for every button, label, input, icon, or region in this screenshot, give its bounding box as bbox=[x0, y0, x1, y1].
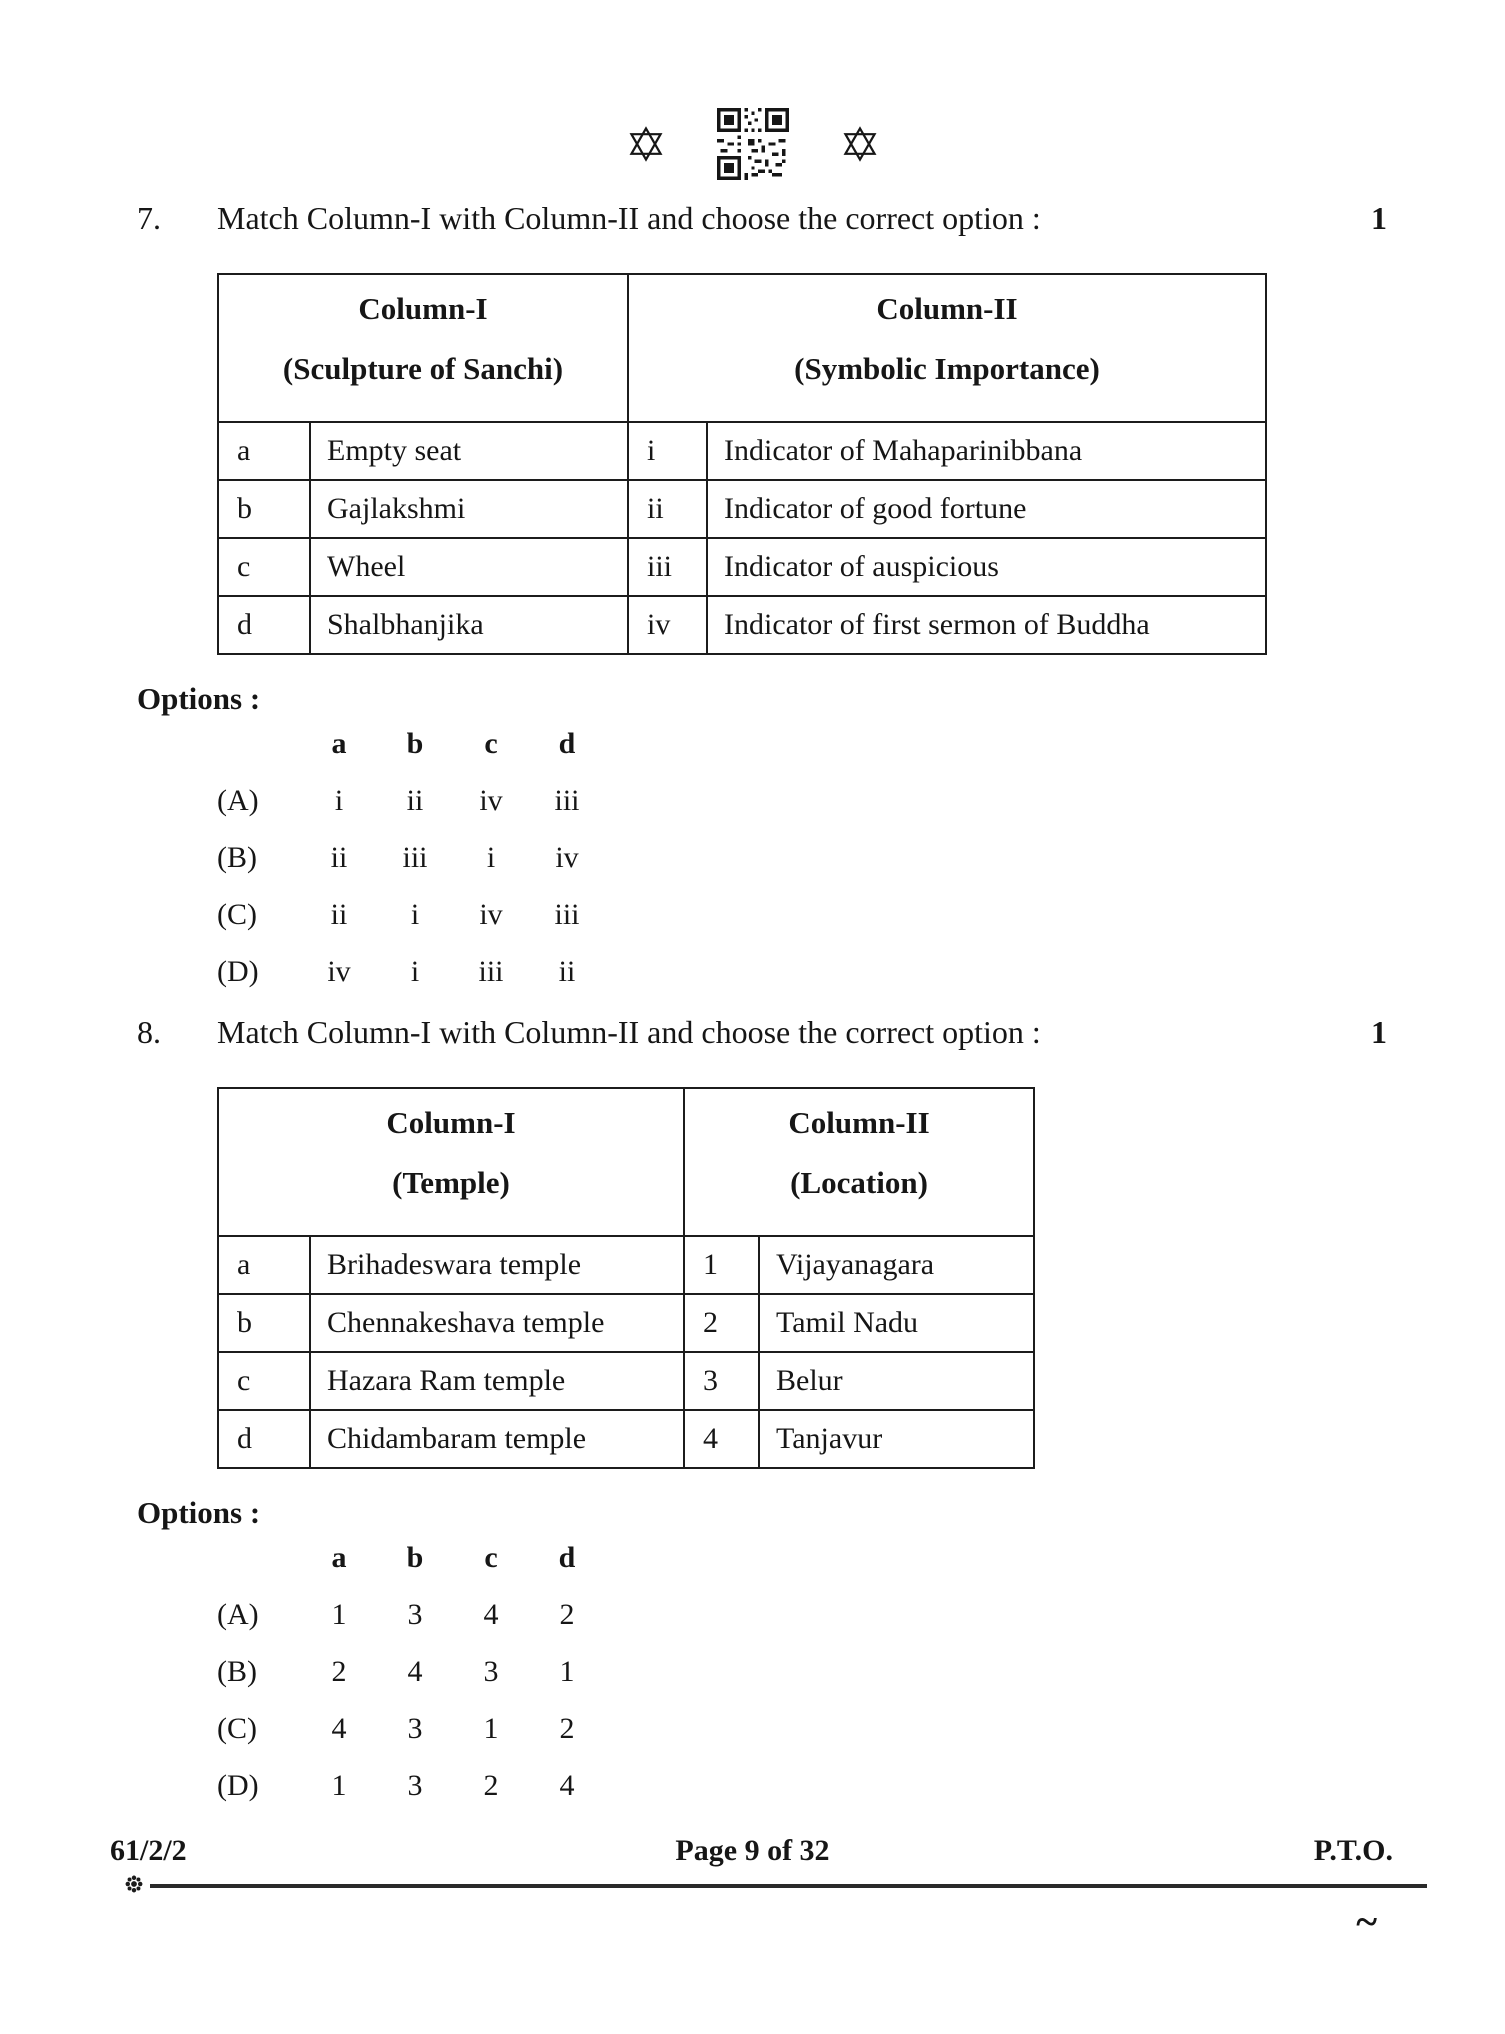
option-value: ii bbox=[406, 784, 424, 817]
row-description: Belur bbox=[759, 1352, 1034, 1410]
option-value: i bbox=[486, 841, 496, 874]
option-value: i bbox=[334, 784, 344, 817]
column-title: Column-I bbox=[386, 1105, 516, 1140]
table-row bbox=[218, 422, 1266, 480]
question-7 bbox=[137, 200, 1387, 1012]
question-header bbox=[137, 200, 1387, 237]
column-1-header bbox=[218, 1088, 684, 1236]
question-marks: 1 bbox=[1371, 1014, 1387, 1050]
table-row bbox=[218, 596, 1266, 654]
row-item: Hazara Ram temple bbox=[310, 1352, 684, 1410]
options-label: Options : bbox=[137, 1495, 261, 1530]
option-value: 2 bbox=[559, 1712, 575, 1745]
option-value: 1 bbox=[483, 1712, 499, 1745]
star-of-david-icon bbox=[627, 125, 665, 163]
row-number: 4 bbox=[684, 1410, 759, 1468]
column-1-header bbox=[218, 274, 628, 422]
row-number: 3 bbox=[684, 1352, 759, 1410]
option-row-b bbox=[217, 841, 1387, 898]
row-description: Tamil Nadu bbox=[759, 1294, 1034, 1352]
options-label: Options : bbox=[137, 681, 261, 716]
row-roman: iii bbox=[628, 538, 707, 596]
option-label: (D) bbox=[217, 1769, 259, 1802]
row-item: Chennakeshava temple bbox=[310, 1294, 684, 1352]
row-letter: b bbox=[218, 1294, 310, 1352]
qr-code-icon bbox=[717, 108, 789, 180]
option-row-b bbox=[217, 1655, 1387, 1712]
column-title: Column-I bbox=[358, 291, 488, 326]
row-description: Indicator of first sermon of Buddha bbox=[707, 596, 1266, 654]
pto-label: P.T.O. bbox=[1313, 1834, 1393, 1867]
row-letter: d bbox=[218, 596, 310, 654]
question-prompt: Match Column-I with Column-II and choose the correct option : bbox=[217, 200, 1041, 236]
header-decoration bbox=[0, 108, 1505, 180]
column-2-header bbox=[684, 1088, 1034, 1236]
row-description: Indicator of Mahaparinibbana bbox=[707, 422, 1266, 480]
option-row-a bbox=[217, 1598, 1387, 1655]
column-title: Column-II bbox=[876, 291, 1018, 326]
option-value: 4 bbox=[559, 1769, 575, 1802]
option-column: d bbox=[558, 1541, 576, 1574]
question-header bbox=[137, 1014, 1387, 1051]
option-column: b bbox=[406, 727, 424, 760]
option-value: i bbox=[410, 898, 420, 931]
row-letter: c bbox=[218, 538, 310, 596]
row-item: Shalbhanjika bbox=[310, 596, 628, 654]
option-column: a bbox=[331, 1541, 347, 1574]
footer-rule bbox=[150, 1884, 1427, 1888]
option-column: a bbox=[331, 727, 347, 760]
option-row-d bbox=[217, 955, 1387, 1012]
table-header-row bbox=[218, 274, 1266, 422]
table-header-row bbox=[218, 1088, 1034, 1236]
row-description: Indicator of auspicious bbox=[707, 538, 1266, 596]
row-roman: i bbox=[628, 422, 707, 480]
table-row bbox=[218, 1352, 1034, 1410]
column-subtitle: (Sculpture of Sanchi) bbox=[282, 351, 564, 386]
column-subtitle: (Temple) bbox=[392, 1165, 510, 1200]
option-value: 4 bbox=[483, 1598, 499, 1631]
option-label: (B) bbox=[217, 1655, 257, 1688]
option-value: ii bbox=[330, 898, 348, 931]
question-number: 7. bbox=[137, 200, 161, 236]
row-description: Indicator of good fortune bbox=[707, 480, 1266, 538]
column-title: Column-II bbox=[788, 1105, 930, 1140]
row-letter: a bbox=[218, 422, 310, 480]
column-subtitle: (Location) bbox=[790, 1165, 928, 1200]
flower-mark-icon bbox=[124, 1874, 144, 1899]
option-value: 3 bbox=[407, 1598, 423, 1631]
option-value: 1 bbox=[331, 1598, 347, 1631]
row-roman: iv bbox=[628, 596, 707, 654]
option-value: iv bbox=[479, 784, 503, 817]
option-column: d bbox=[558, 727, 576, 760]
option-value: iv bbox=[555, 841, 579, 874]
option-value: iii bbox=[554, 898, 580, 931]
row-item: Wheel bbox=[310, 538, 628, 596]
option-value: 2 bbox=[483, 1769, 499, 1802]
option-row-c bbox=[217, 898, 1387, 955]
option-value: 4 bbox=[331, 1712, 347, 1745]
table-row bbox=[218, 480, 1266, 538]
row-item: Brihadeswara temple bbox=[310, 1236, 684, 1294]
option-value: 2 bbox=[559, 1598, 575, 1631]
option-value: i bbox=[410, 955, 420, 988]
option-value: ii bbox=[558, 955, 576, 988]
option-label: (C) bbox=[217, 898, 257, 931]
option-value: 3 bbox=[407, 1712, 423, 1745]
match-table-q7 bbox=[217, 273, 1267, 655]
paper-code: 61/2/2 bbox=[110, 1834, 187, 1867]
option-label: (B) bbox=[217, 841, 257, 874]
option-label: (A) bbox=[217, 784, 259, 817]
row-number: 1 bbox=[684, 1236, 759, 1294]
tilde-mark: ~ bbox=[1356, 1899, 1377, 1944]
options-grid-q8 bbox=[217, 1541, 1387, 1826]
option-column: c bbox=[484, 1541, 498, 1574]
question-8 bbox=[137, 1014, 1387, 1826]
option-row-d bbox=[217, 1769, 1387, 1826]
option-value: iv bbox=[479, 898, 503, 931]
page-indicator: Page 9 of 32 bbox=[675, 1834, 830, 1867]
question-marks: 1 bbox=[1371, 200, 1387, 236]
table-row bbox=[218, 1410, 1034, 1468]
option-label: (C) bbox=[217, 1712, 257, 1745]
match-table-q8 bbox=[217, 1087, 1035, 1469]
column-2-header bbox=[628, 274, 1266, 422]
row-letter: a bbox=[218, 1236, 310, 1294]
options-column-header bbox=[217, 727, 1387, 784]
option-value: iii bbox=[402, 841, 428, 874]
option-value: 1 bbox=[559, 1655, 575, 1688]
option-value: iii bbox=[554, 784, 580, 817]
option-column: c bbox=[484, 727, 498, 760]
option-value: 3 bbox=[407, 1769, 423, 1802]
star-of-david-icon bbox=[841, 125, 879, 163]
question-prompt: Match Column-I with Column-II and choose the correct option : bbox=[217, 1014, 1041, 1050]
row-item: Gajlakshmi bbox=[310, 480, 628, 538]
option-row-a bbox=[217, 784, 1387, 841]
table-row bbox=[218, 1294, 1034, 1352]
option-label: (D) bbox=[217, 955, 259, 988]
option-label: (A) bbox=[217, 1598, 259, 1631]
option-value: 1 bbox=[331, 1769, 347, 1802]
option-value: iii bbox=[478, 955, 504, 988]
table-row bbox=[218, 538, 1266, 596]
option-value: 2 bbox=[331, 1655, 347, 1688]
option-value: ii bbox=[330, 841, 348, 874]
row-letter: c bbox=[218, 1352, 310, 1410]
table-row bbox=[218, 1236, 1034, 1294]
row-number: 2 bbox=[684, 1294, 759, 1352]
option-value: iv bbox=[327, 955, 351, 988]
option-row-c bbox=[217, 1712, 1387, 1769]
row-roman: ii bbox=[628, 480, 707, 538]
row-item: Chidambaram temple bbox=[310, 1410, 684, 1468]
row-description: Vijayanagara bbox=[759, 1236, 1034, 1294]
option-value: 4 bbox=[407, 1655, 423, 1688]
question-number: 8. bbox=[137, 1014, 161, 1050]
option-value: 3 bbox=[483, 1655, 499, 1688]
row-letter: d bbox=[218, 1410, 310, 1468]
column-subtitle: (Symbolic Importance) bbox=[794, 351, 1100, 386]
row-item: Empty seat bbox=[310, 422, 628, 480]
options-column-header bbox=[217, 1541, 1387, 1598]
row-description: Tanjavur bbox=[759, 1410, 1034, 1468]
option-column: b bbox=[406, 1541, 424, 1574]
row-letter: b bbox=[218, 480, 310, 538]
options-grid-q7 bbox=[217, 727, 1387, 1012]
